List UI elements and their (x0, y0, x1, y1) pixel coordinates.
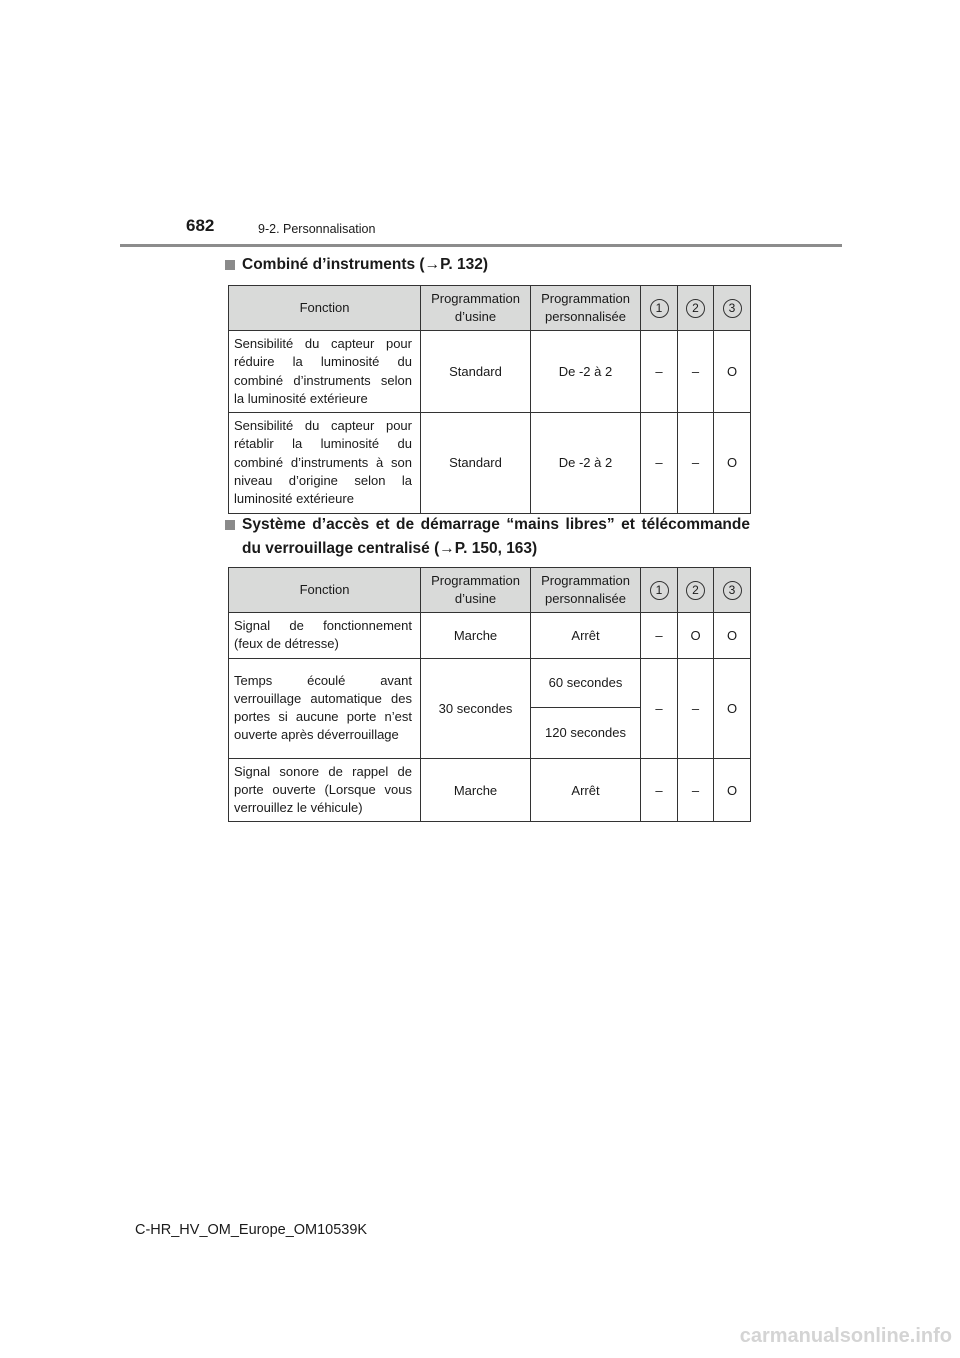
col3-cell: O (714, 331, 751, 413)
col2-cell: – (678, 658, 714, 758)
factory-cell: Marche (421, 613, 531, 659)
custom-cell: 60 secondes (531, 658, 641, 707)
col2-cell: – (678, 331, 714, 413)
function-cell: Temps écoulé avant verrouillage automatique des portes si aucune porte n’est ouverte après déverrouillage (229, 658, 421, 758)
heading-smart-entry (225, 513, 750, 561)
settings-table-instrument-cluster (228, 285, 751, 514)
header-rule (120, 244, 842, 247)
circled-3-icon: 3 (723, 299, 742, 318)
section-title: 9-2. Personnalisation (258, 222, 376, 236)
circled-3-icon: 3 (723, 581, 742, 600)
heading-text: Système d’accès et de démarrage “mains libres” et télécommande du verrouillage centralisé (→P. 150, 163) (242, 516, 750, 557)
custom-cell: Arrêt (531, 613, 641, 659)
col3-cell: O (714, 413, 751, 513)
col1-cell: – (641, 658, 678, 758)
heading-text: Combiné d’instruments (→P. 132) (242, 256, 489, 273)
square-bullet-icon (225, 260, 235, 270)
settings-table-smart-entry (228, 567, 751, 822)
col3-cell: O (714, 613, 751, 659)
column-header-factory: Programmation d’usine (421, 568, 531, 613)
col1-cell: – (641, 758, 678, 822)
table-row (229, 658, 751, 707)
table-row (229, 758, 751, 822)
circled-2-icon: 2 (686, 581, 705, 600)
table-row (229, 613, 751, 659)
col1-cell: – (641, 413, 678, 513)
table-header-row (229, 568, 751, 613)
custom-cell: Arrêt (531, 758, 641, 822)
col2-cell: – (678, 758, 714, 822)
col2-cell: – (678, 413, 714, 513)
column-header-2 (678, 286, 714, 331)
table-row (229, 331, 751, 413)
table-row (229, 413, 751, 513)
factory-cell: Standard (421, 413, 531, 513)
column-header-custom: Programmation personnalisée (531, 568, 641, 613)
page-number: 682 (186, 216, 215, 235)
heading-instrument-cluster (225, 253, 750, 277)
column-header-1 (641, 568, 678, 613)
square-bullet-icon (225, 520, 235, 530)
column-header-factory: Programmation d’usine (421, 286, 531, 331)
table-header-row (229, 286, 751, 331)
factory-cell: Marche (421, 758, 531, 822)
circled-1-icon: 1 (650, 581, 669, 600)
custom-cell: De -2 à 2 (531, 331, 641, 413)
footer-code: C-HR_HV_OM_Europe_OM10539K (135, 1222, 368, 1238)
column-header-function: Fonction (229, 568, 421, 613)
column-header-3 (714, 568, 751, 613)
custom-cell-2: 120 secondes (531, 707, 641, 758)
col2-cell: O (678, 613, 714, 659)
function-cell: Signal de fonctionnement (feux de détresse) (229, 613, 421, 659)
col3-cell: O (714, 658, 751, 758)
column-header-function: Fonction (229, 286, 421, 331)
factory-cell: 30 secondes (421, 658, 531, 758)
column-header-2 (678, 568, 714, 613)
function-cell: Sensibilité du capteur pour rétablir la luminosité du combiné d’instruments à son niveau d’origine selon la luminosité extérieure (229, 413, 421, 513)
col1-cell: – (641, 331, 678, 413)
circled-2-icon: 2 (686, 299, 705, 318)
circled-1-icon: 1 (650, 299, 669, 318)
col1-cell: – (641, 613, 678, 659)
col3-cell: O (714, 758, 751, 822)
function-cell: Signal sonore de rappel de porte ouverte (Lorsque vous verrouillez le véhicule) (229, 758, 421, 822)
watermark: carmanualsonline.info (739, 1325, 952, 1347)
function-cell: Sensibilité du capteur pour réduire la luminosité du combiné d’instruments selon la luminosité extérieure (229, 331, 421, 413)
column-header-3 (714, 286, 751, 331)
column-header-1 (641, 286, 678, 331)
custom-cell: De -2 à 2 (531, 413, 641, 513)
column-header-custom: Programmation personnalisée (531, 286, 641, 331)
factory-cell: Standard (421, 331, 531, 413)
